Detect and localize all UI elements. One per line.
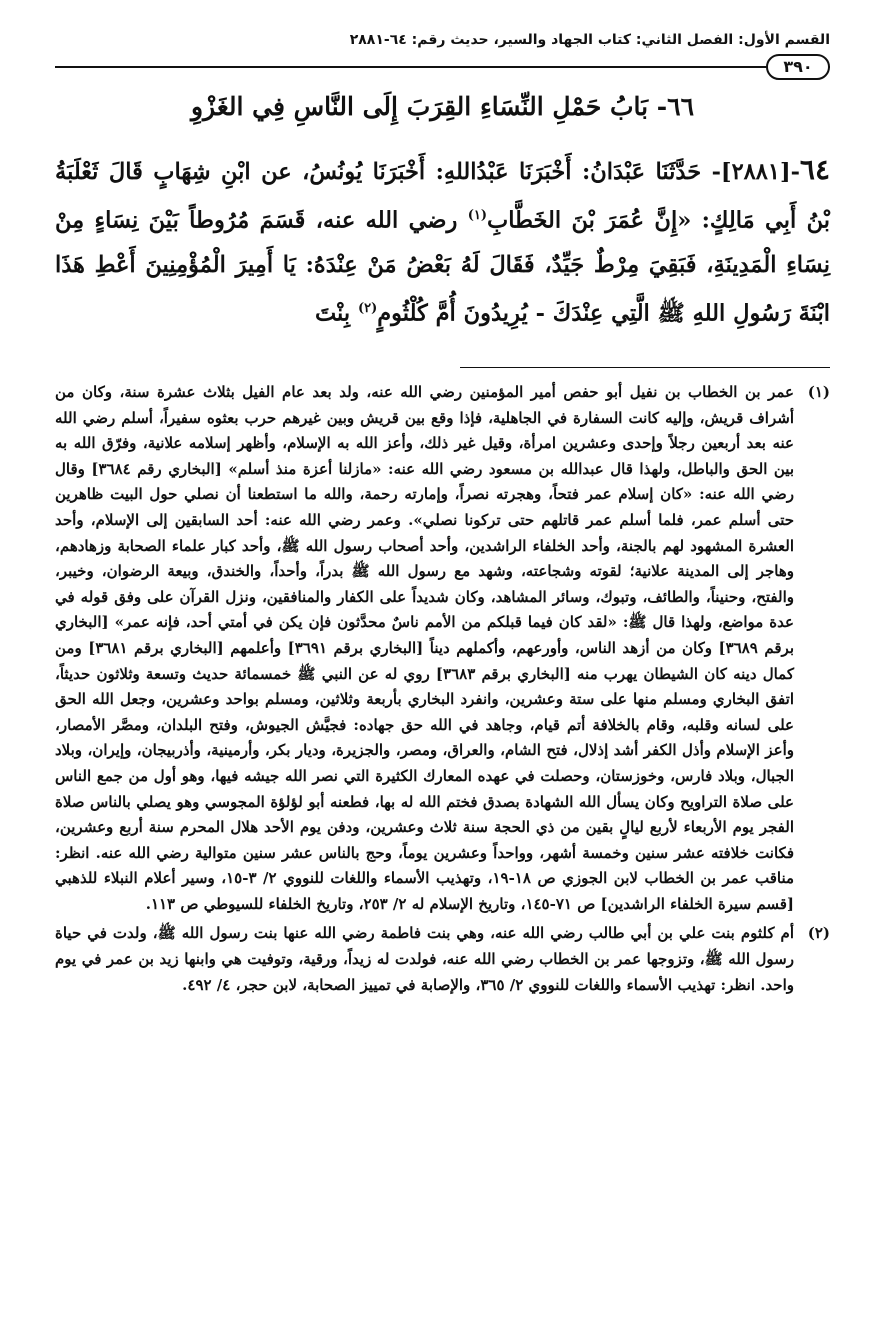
hadith-text-part-2: رضي الله عنه، قَسَمَ مُرُوطاً بَيْنَ نِسَاءٍ مِنْ نِسَاءِ الْمَدِينَةِ، فَبَقِيَ مِرْطٌ جَيِّدٌ، فَقَالَ لَهُ بَعْضُ مَنْ عِنْدَهُ: يَا أَمِيرَ الْمُؤْمِنِينَ أَعْطِ هَذَا ابْنَةَ رَسُولِ اللهِ ﷺ الَّتِي عِنْدَكَ - يُرِيدُونَ أُمَّ كُلْثُومٍ [55, 207, 830, 326]
running-header: القسم الأول: الفصل الثاني: كتاب الجهاد والسير، حديث رقم: ٦٤-٢٨٨١ [349, 32, 830, 48]
footnote-ref-2[interactable]: (٢) [357, 300, 378, 316]
footnote-text: عمر بن الخطاب بن نفيل أبو حفص أمير المؤمنين رضي الله عنه، ولد بعد عام الفيل بثلاث عشرة سنة، وكان من أشراف قريش، وإليه كانت السفارة في الجاهلية، فإذا وقع بين قريش وبين غيرهم حرب بعثوه سفيراً، أسلم رضي الله عنه بعد أربعين رجلاً وإحدى وعشرين امرأة، وقيل غير ذلك، وأعز الله به الإسلام، وأظهر إسلامه علانية، وفرّق الله به بين الحق والباطل، ولهذا قال عبدالله بن مسعود رضي الله عنه: «مازلنا أعزة منذ أسلم» [البخاري رقم ٣٦٨٤] وقال رضي الله عنه: «كان إسلام عمر فتحاً، وهجرته نصراً، وإمارته رحمة، والله ما استطعنا أن نصلي حول البيت ظاهرين حتى أسلم عمر، فلما أسلم عمر قاتلهم حتى تركونا نصلي». وعمر رضي الله عنه: أحد السابقين إلى الإسلام، وأحد العشرة المشهود لهم بالجنة، وأحد الخلفاء الراشدين، وأحد أصحاب رسول الله ﷺ، وأحد كبار علماء الصحابة وزهادهم، وهاجر إلى المدينة علانية؛ لقوته وشجاعته، وشهد مع رسول الله ﷺ بدراً، وأحداً، والخندق، وبيعة الرضوان، وخيبر، والفتح، وحنيناً، والطائف، وتبوك، وسائر المشاهد، وكان شديداً على الكفار والمنافقين، ونزل القرآن على وفق قوله في عدة مواضع، ولهذا قال ﷺ: «لقد كان فيما قبلكم من الأمم ناسٌ محدَّثون فإن يكن في أمتي أحد، فإنه عمر» [البخاري برقم ٣٦٨٩] وكان من أزهد الناس، وأورعهم، وأكملهم ديناً [البخاري برقم ٣٦٩١] وأعلمهم [البخاري برقم ٣٦٨١] ومن كمال دينه كان الشيطان يهرب منه [البخاري برقم ٣٦٨٣] روي له عن النبي ﷺ خمسمائة حديث وتسعة وثلاثون حديثاً، اتفق البخاري ومسلم منها على ستة وعشرين، وانفرد البخاري بأربعة وثلاثين، ومسلم بواحد وعشرين، وجعل الله الحق على لسانه وقلبه، وقام بالخلافة أتم قيام، وجاهد في الله حق جهاده: فجيَّش الجيوش، وفتح البلدان، ومصَّر الأمصار، وأعز الإسلام وأذل الكفر أشد إذلال، فتح الشام، والعراق، ومصر، والجزيرة، وديار بكر، وأرمينية، وأذربيجان، وإيران، وبلاد الجبال، وبلاد فارس، وخوزستان، وحصلت في عهده المعارك الكثيرة التي نصر الله جيشه فيها، وهو أول من جمع الناس على صلاة التراويح وكان يسأل الله الشهادة بصدق فختم الله له بها، فطعنه أبو لؤلؤة المجوسي وهو يصلي بالناس صلاة الفجر يوم الأربعاء لأربع ليالٍ بقين من ذي الحجة سنة ثلاث وعشرين، ودفن يوم الأحد هلال المحرم سنة أربع وعشرين، فكانت خلافته عشر سنين وخمسة أشهر، وواحداً وعشرين يوماً، وحج بالناس عشر سنين متوالية رضي الله عنه. انظر: مناقب عمر بن الخطاب لابن الجوزي ص ١٨-١٩، وتهذيب الأسماء واللغات للنووي ٢/ ٣-١٥، وسير أعلام النبلاء للذهبي [قسم سيرة الخلفاء الراشدين] ص ٧١-١٤٥، وتاريخ الإسلام له ٢/ ٢٥٣، وتاريخ الخلفاء للسيوطي ص ١١٣. [55, 383, 795, 913]
footnote-marker: (١) [807, 383, 830, 401]
chapter-title: ٦٦- بَابُ حَمْلِ النِّسَاءِ القِرَبَ إِلَى النَّاسِ فِي الغَزْوِ [190, 92, 695, 121]
footnote-ref-1[interactable]: (١) [467, 208, 488, 223]
footnote-separator [460, 367, 830, 368]
hadith-number: ٦٤ [799, 153, 830, 186]
header-rule [55, 54, 830, 80]
footnote [55, 921, 830, 998]
footnote-marker: (٢) [807, 924, 830, 943]
footnote [55, 380, 830, 917]
hadith-text [55, 148, 830, 335]
hadith-text-part-3: بِنْتَ [314, 300, 351, 326]
footnote-text: أم كلثوم بنت علي بن أبي طالب رضي الله عنه، وهي بنت فاطمة رضي الله عنها بنت رسول الله ﷺ، ولدت في حياة رسول الله ﷺ، وتزوجها عمر بن الخطاب رضي الله عنه، فولدت له زيداً، ورقية، وتوفيت هي وابنها زيد بن عمر في يوم واحد. انظر: تهذيب الأسماء واللغات للنووي ٢/ ٣٦٥، والإصابة في تمييز الصحابة، لابن حجر، ٤/ ٤٩٢. [55, 924, 794, 994]
hadith-text-part-1: -[٢٨٨١]- حَدَّثَنَا عَبْدَانُ: أَخْبَرَنَا عَبْدُاللهِ: أَخْبَرَنَا يُونُسُ، عن ابْنِ شِهَابٍ قَالَ ثَعْلَبَةُ بْنُ أَبِي مَالِكٍ: «إِنَّ عُمَرَ بْنَ الخَطَّابِ [55, 159, 830, 234]
page-number: ٣٩٠ [766, 54, 830, 80]
book-page [55, 28, 830, 1002]
header-divider [55, 66, 830, 68]
